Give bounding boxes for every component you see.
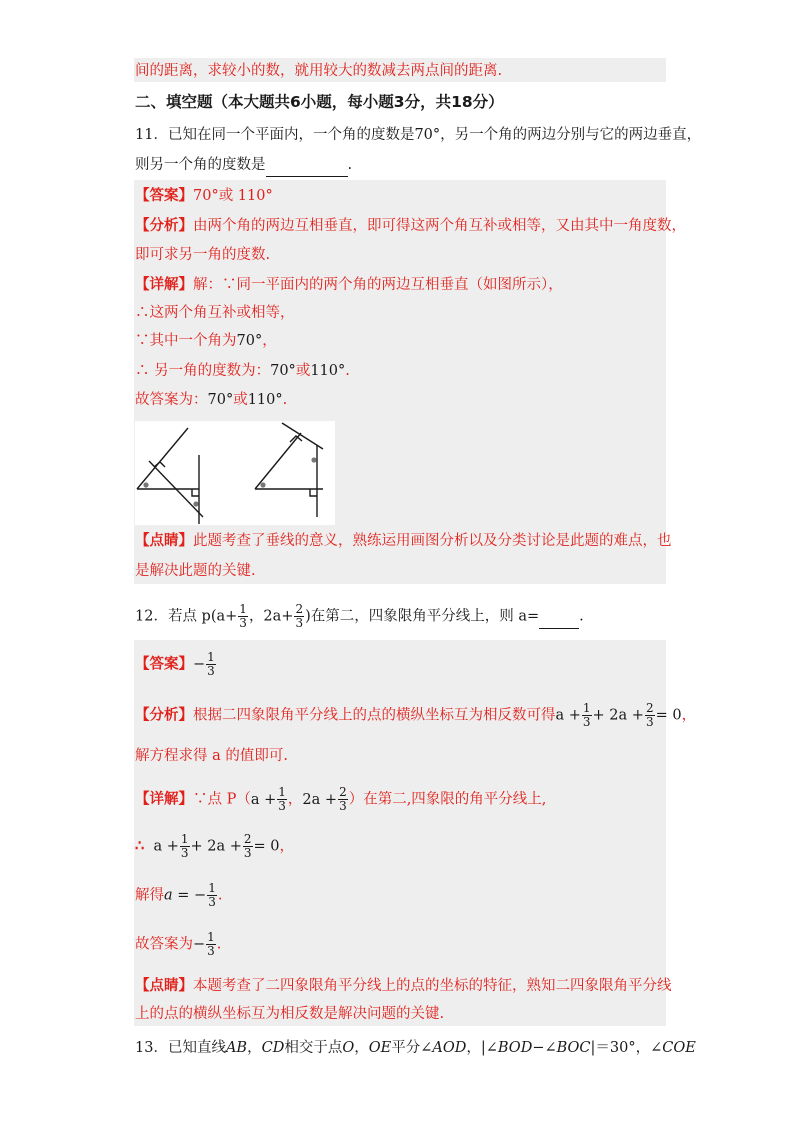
fraction-two-thirds: [338, 786, 348, 813]
q12-analysis-text: 根据二四象限角平分线上的点的横纵坐标互为相反数可得: [193, 707, 556, 724]
left-fig-angle-dot-2: [193, 501, 198, 506]
q12-stem-text3: )在第二，四象限角平分线上，则 a=: [305, 608, 540, 625]
fraction-numerator: 1: [207, 930, 215, 944]
fraction-denominator: 3: [582, 715, 591, 729]
fraction-denominator: 3: [239, 616, 247, 630]
q12-final-text: 故答案为: [135, 936, 193, 953]
q12-solve-end: .: [217, 887, 223, 904]
q13-text1: 13．已知直线: [135, 1040, 226, 1056]
q13-ab: AB: [225, 1040, 248, 1056]
q11-detail-line4: [135, 360, 665, 382]
left-fig-right-angle-2: [192, 489, 199, 496]
q11-detail3-text: ∵其中一个角为: [135, 333, 237, 349]
q11-detail3-value: 70°: [236, 333, 263, 349]
q13-comma2: ，: [354, 1040, 369, 1056]
analysis-tag: 【分析】: [135, 706, 193, 724]
q11-detail4-mid: 或: [295, 363, 311, 379]
q11-final-end: .: [282, 392, 288, 408]
q13-text3: 平分: [391, 1040, 421, 1056]
left-fig-right-angle-1: [154, 462, 165, 467]
q12-solve-line: [135, 882, 665, 909]
q11-detail-line1: [135, 274, 665, 296]
fraction-two-thirds: [645, 702, 655, 729]
q13-o: O: [342, 1040, 355, 1056]
q11-detail-text: 解：∵同一平面内的两个角的两边互相垂直（如图所示），: [193, 277, 563, 293]
q13-cd: CD: [261, 1040, 285, 1056]
q12-detail-line2: [135, 833, 665, 860]
q13-aod: ∠AOD: [420, 1040, 467, 1056]
q12-detail-x: [250, 785, 288, 813]
q11-detail4-v2: 110°: [310, 363, 346, 379]
q12-eq-a: a +: [153, 838, 179, 855]
q12-detail-sep: ，: [287, 791, 303, 808]
q12-final-sign: −: [193, 936, 206, 953]
right-fig-angle-dot-2: [311, 457, 316, 462]
q12-answer-fraction: [206, 651, 216, 678]
fraction-numerator: 1: [278, 785, 286, 799]
q11-final-mid: 或: [233, 392, 248, 408]
answer-tag: 【答案】: [135, 187, 193, 204]
q11-stem-line2: [135, 154, 665, 177]
q11-figure: [135, 421, 335, 525]
q11-analysis-line1: [135, 215, 686, 237]
q12-comment-line2: 上的点的横纵坐标互为相反数是解决问题的关键.: [135, 1006, 445, 1022]
answer-tag: 【答案】: [135, 655, 193, 673]
q11-detail-line2: ∴这两个角互补或相等，: [135, 305, 295, 321]
q13-comma1: ，: [247, 1040, 262, 1056]
q12-final-end: .: [216, 936, 222, 953]
prev-question-tail: 间的距离，求较小的数，就用较大的数减去两点间的距离.: [135, 63, 503, 79]
q11-analysis-text: 由两个角的两边互相垂直，即可得这两个角互补或相等，又由其中一角度数，: [193, 218, 686, 234]
q11-detail4-end: .: [345, 363, 350, 379]
q12-detail-text1: ∵点 P（: [193, 791, 251, 808]
q12-eq-b: + 2a +: [190, 838, 242, 855]
fraction-denominator: 3: [207, 664, 215, 678]
q12-eq-c: = 0: [253, 838, 280, 855]
q13-comma3: ，: [466, 1040, 481, 1056]
q12-detail-y: 2a + $\frac{2}{3}$: [302, 785, 347, 813]
q11-stem-text: 则另一个角的度数是: [135, 157, 266, 173]
q11-comment-line1: [135, 530, 672, 552]
fraction-one-third: [207, 882, 217, 909]
q11-final-v2: 110°: [247, 392, 283, 408]
q12-eq-c: = 0: [655, 707, 682, 724]
q11-final-v1: 70°: [207, 392, 234, 408]
q12-stem-text2: ，2a+: [248, 608, 294, 625]
detail-tag: 【详解】: [135, 276, 193, 293]
q12-eq-a: a +: [555, 707, 581, 724]
q11-answer: [135, 185, 665, 207]
q11-detail-line3: [135, 330, 665, 352]
q12-answer-sign: −: [193, 656, 206, 673]
right-fig-right-angle-2: [310, 489, 317, 496]
q12-comment-line1: [135, 975, 672, 997]
q12-analysis-end: ，: [681, 707, 697, 724]
left-fig-ray-1: [137, 428, 188, 489]
fraction-one-third: [180, 833, 190, 860]
q11-detail4-text: ∴ 另一角的度数为：: [135, 363, 271, 379]
section-title: 二、填空题（本大题共6小题，每小题3分，共18分）: [135, 93, 504, 111]
right-fig-angle-dot-1: [260, 482, 265, 487]
q12-analysis-line2: 解方程求得 a 的值即可.: [135, 748, 288, 764]
comment-tag: 【点睛】: [135, 532, 193, 549]
q11-final-answer: [135, 389, 665, 411]
q12-detail-text2: ）在第二,四象限的角平分线上,: [348, 791, 547, 808]
q13-oe: OE: [368, 1040, 392, 1056]
fraction-denominator: 3: [278, 799, 286, 813]
q13-abs: |∠BOD−∠BOC|: [480, 1040, 596, 1056]
q11-stem-line1: 11．已知在同一个平面内，一个角的度数是70°，另一个角的两边分别与它的两边垂直，: [135, 127, 702, 143]
fraction-denominator: 3: [339, 799, 347, 813]
q13-eq: ＝30°，: [595, 1040, 651, 1056]
q11-comment-text: 此题考查了垂线的意义，熟练运用画图分析以及分类讨论是此题的难点，也: [193, 533, 672, 549]
q11-comment-line2: 是解决此题的关键.: [135, 563, 256, 579]
fraction-denominator: 3: [243, 846, 252, 860]
fraction-numerator: 2: [243, 832, 252, 846]
right-fig-ray-1: [255, 433, 301, 489]
fraction-one-third: [582, 702, 592, 729]
fraction-one-third: [277, 786, 287, 813]
q12-final-answer: [135, 931, 665, 958]
fraction-numerator: 2: [295, 602, 304, 616]
q12-solve-eq: = −: [172, 887, 207, 904]
fraction-denominator: 3: [645, 715, 654, 729]
q11-detail4-v1: 70°: [270, 363, 296, 379]
q11-analysis-line2: 即可求另一角的度数.: [135, 247, 271, 263]
fraction-denominator: 3: [180, 846, 189, 860]
fraction-numerator: 1: [208, 881, 216, 895]
q11-answer-blank: [266, 154, 348, 177]
fraction-denominator: 3: [295, 616, 304, 630]
fraction-denominator: 3: [207, 944, 215, 958]
left-fig-angle-dot-1: [143, 482, 148, 487]
q13-stem: [135, 1037, 696, 1059]
therefore-symbol: ∴: [135, 837, 145, 855]
q11-stem-end: .: [347, 157, 353, 173]
q11-answer-value: 70°或 110°: [193, 188, 273, 204]
q12-eq-b: + 2a +: [592, 707, 644, 724]
fraction-numerator: 2: [645, 701, 654, 715]
fraction-one-third: [238, 603, 248, 630]
q12-answer-blank: [539, 606, 579, 629]
fraction-numerator: 1: [207, 650, 215, 664]
q12-detail-x-expr: a +: [250, 791, 277, 808]
fraction-numerator: 1: [180, 832, 189, 846]
q12-solve-text: 解得: [135, 887, 164, 904]
comment-tag: 【点睛】: [135, 977, 193, 994]
fraction-denominator: 3: [208, 895, 216, 909]
q11-detail3-end: ，: [262, 333, 277, 349]
fraction-numerator: 2: [339, 785, 347, 799]
q13-text2: 相交于点: [284, 1040, 343, 1056]
fraction-numerator: 1: [582, 701, 591, 715]
q12-analysis-line1: [135, 701, 697, 729]
fraction-two-thirds: [294, 603, 304, 630]
perpendicular-angles-diagram: [135, 421, 335, 525]
analysis-tag: 【分析】: [135, 217, 193, 234]
fraction-numerator: 1: [239, 602, 247, 616]
q13-coe: ∠COE: [650, 1040, 696, 1056]
q12-detail2-end: ，: [279, 838, 295, 855]
q12-stem-text1: 12．若点 p(a+: [135, 608, 238, 625]
q12-detail-line1: [135, 786, 665, 813]
q12-answer: [135, 651, 665, 678]
q12-solve-var: a: [164, 887, 173, 904]
q12-stem: [135, 603, 665, 630]
detail-tag: 【详解】: [135, 790, 193, 808]
fraction-two-thirds: [243, 833, 253, 860]
q12-comment-text: 本题考查了二四象限角平分线上的点的坐标的特征，熟知二四象限角平分线: [193, 978, 672, 994]
q12-stem-end: .: [579, 608, 584, 625]
fraction-one-third: [206, 931, 216, 958]
q11-final-text: 故答案为：: [135, 392, 208, 408]
